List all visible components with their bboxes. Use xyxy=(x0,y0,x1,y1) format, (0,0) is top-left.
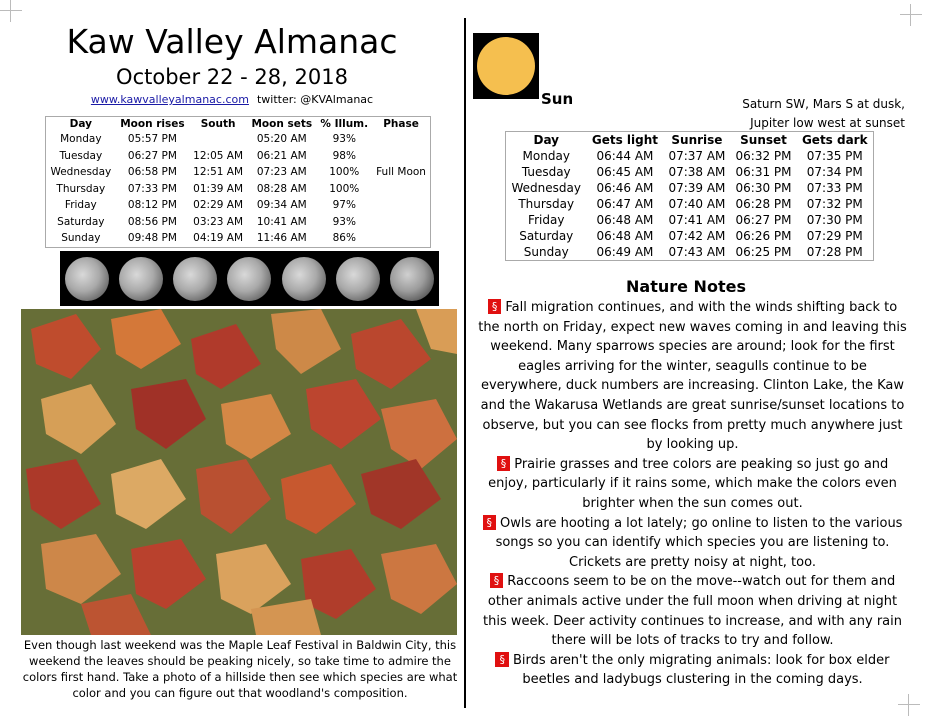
table-cell xyxy=(372,197,430,214)
table-cell: 06:44 AM xyxy=(596,149,654,163)
table-cell: 93% xyxy=(332,215,356,228)
table-row xyxy=(506,148,874,164)
crop-mark-bottom-right xyxy=(898,694,920,716)
table-row xyxy=(46,214,431,231)
moon-col-phase: Phase xyxy=(383,118,419,130)
table-cell: 01:39 AM xyxy=(193,182,244,195)
nature-note xyxy=(477,298,908,455)
nature-note-text: Prairie grasses and tree colors are peaking so just go and enjoy, particularly if it rains some, which make the colors even brighter when the sun comes out. xyxy=(488,456,897,511)
section-bullet-icon: § xyxy=(488,299,502,314)
table-cell: 09:48 PM xyxy=(127,232,177,245)
table-cell: 10:41 AM xyxy=(256,215,307,228)
page-title: Kaw Valley Almanac xyxy=(66,22,398,61)
section-bullet-icon: § xyxy=(483,515,497,530)
table-cell: 08:56 PM xyxy=(127,215,177,228)
table-row xyxy=(506,196,874,212)
sun-col-day: Day xyxy=(533,133,559,147)
table-cell xyxy=(372,148,430,165)
table-cell: Monday xyxy=(522,149,570,163)
sun-col-gets-light: Gets light xyxy=(591,133,658,147)
table-cell: Thursday xyxy=(56,182,106,195)
table-cell: Sunday xyxy=(523,245,569,259)
table-cell: 06:32 PM xyxy=(735,149,792,163)
table-cell: 06:30 PM xyxy=(735,181,792,195)
section-bullet-icon: § xyxy=(497,456,511,471)
table-cell: Friday xyxy=(528,213,565,227)
table-cell: 06:45 AM xyxy=(596,165,654,179)
table-row xyxy=(506,212,874,228)
table-cell: Sunday xyxy=(61,232,101,245)
moon-col-south: South xyxy=(200,118,236,130)
table-cell: 07:40 AM xyxy=(668,197,726,211)
nature-note xyxy=(477,514,908,573)
table-cell: 06:49 AM xyxy=(596,245,654,259)
page-divider xyxy=(464,18,466,708)
table-cell: 03:23 AM xyxy=(193,215,244,228)
date-range: October 22 - 28, 2018 xyxy=(116,65,348,89)
moon-phase-icon xyxy=(119,257,163,301)
table-cell: 98% xyxy=(332,149,356,162)
table-cell: 07:37 AM xyxy=(668,149,726,163)
sun-table xyxy=(505,131,874,261)
table-row xyxy=(506,180,874,196)
table-row xyxy=(506,164,874,180)
table-cell: 07:38 AM xyxy=(668,165,726,179)
table-cell: 04:19 AM xyxy=(193,232,244,245)
table-cell: 07:35 PM xyxy=(806,149,863,163)
table-cell: 06:46 AM xyxy=(596,181,654,195)
table-cell: 07:43 AM xyxy=(668,245,726,259)
nature-note xyxy=(477,572,908,650)
table-cell: 07:33 PM xyxy=(127,182,177,195)
moon-phase-icon xyxy=(65,257,109,301)
table-cell: 08:28 AM xyxy=(256,182,307,195)
moon-phase-strip xyxy=(60,251,439,306)
moon-table xyxy=(45,116,431,248)
table-cell: 93% xyxy=(332,133,356,146)
crop-mark-top-left xyxy=(0,0,22,22)
sun-table-header xyxy=(506,132,874,149)
fall-leaves-photo xyxy=(21,309,457,635)
table-cell: Friday xyxy=(64,199,97,212)
table-cell: 97% xyxy=(332,199,356,212)
moon-phase-icon xyxy=(282,257,326,301)
moon-col-day: Day xyxy=(69,118,92,130)
table-cell: 06:31 PM xyxy=(735,165,792,179)
table-cell: Tuesday xyxy=(521,165,571,179)
planet-line-1: Saturn SW, Mars S at dusk, xyxy=(742,97,905,111)
table-cell: Full Moon xyxy=(376,166,426,179)
moon-phase-icon xyxy=(227,257,271,301)
table-row xyxy=(46,164,431,181)
table-cell: 06:48 AM xyxy=(596,213,654,227)
moon-phase-icon xyxy=(390,257,434,301)
table-cell: 07:34 PM xyxy=(806,165,863,179)
table-cell: 06:21 AM xyxy=(256,149,307,162)
table-cell: 12:51 AM xyxy=(193,166,244,179)
table-cell: 06:28 PM xyxy=(735,197,792,211)
nature-note xyxy=(477,651,908,690)
table-cell: Wednesday xyxy=(50,166,112,179)
table-cell: 11:46 AM xyxy=(256,232,307,245)
table-cell: 07:32 PM xyxy=(806,197,863,211)
table-row xyxy=(46,181,431,198)
table-cell: 100% xyxy=(329,182,360,195)
table-cell: 86% xyxy=(332,232,356,245)
table-cell xyxy=(372,181,430,198)
sun-col-gets-dark: Gets dark xyxy=(801,133,868,147)
table-cell: 100% xyxy=(329,166,360,179)
table-row xyxy=(506,244,874,261)
section-bullet-icon: § xyxy=(495,652,509,667)
nature-note-text: Birds aren't the only migrating animals: look for box elder beetles and ladybugs clustering in the coming days. xyxy=(512,652,890,688)
sun-icon xyxy=(473,33,539,99)
leaves-image-icon xyxy=(21,309,457,635)
planet-visibility xyxy=(700,95,905,133)
table-cell: Tuesday xyxy=(59,149,103,162)
section-bullet-icon: § xyxy=(490,573,504,588)
planet-line-2: Jupiter low west at sunset xyxy=(750,116,905,130)
crop-mark-top-right xyxy=(900,4,922,26)
sun-col-sunset: Sunset xyxy=(740,133,787,147)
table-cell: 07:30 PM xyxy=(806,213,863,227)
table-cell: 07:39 AM xyxy=(668,181,726,195)
moon-col-illum: % Illum. xyxy=(320,118,369,130)
table-cell: Thursday xyxy=(518,197,575,211)
twitter-handle: twitter: @KVAlmanac xyxy=(256,93,374,106)
table-cell: Monday xyxy=(60,133,102,146)
table-row xyxy=(46,230,431,247)
table-cell: 09:34 AM xyxy=(256,199,307,212)
table-cell: 07:33 PM xyxy=(806,181,863,195)
table-cell xyxy=(372,214,430,231)
nature-note xyxy=(477,455,908,514)
table-cell: 06:27 PM xyxy=(127,149,177,162)
table-cell: 05:20 AM xyxy=(256,133,307,146)
moon-table-header xyxy=(46,117,431,132)
moon-phase-icon xyxy=(173,257,217,301)
moon-phase-icon xyxy=(336,257,380,301)
table-cell: 06:26 PM xyxy=(735,229,792,243)
table-cell: 06:27 PM xyxy=(735,213,792,227)
table-cell: 08:12 PM xyxy=(127,199,177,212)
nature-note-text: Owls are hooting a lot lately; go online to listen to the various songs so you can identify which species you are listening to. Crickets are pretty noisy at night, too. xyxy=(495,515,903,570)
photo-caption: Even though last weekend was the Maple Leaf Festival in Baldwin City, this weekend the leaves should be peaking nicely, so take time to admire the colors first hand. Take a photo of a hillside then see which species are what color and you can figure out that woodland's composition. xyxy=(22,638,458,700)
table-cell: 07:41 AM xyxy=(668,213,726,227)
table-row xyxy=(506,228,874,244)
table-cell: 07:28 PM xyxy=(806,245,863,259)
table-row xyxy=(46,131,431,148)
table-cell: 06:47 AM xyxy=(596,197,654,211)
table-cell: Saturday xyxy=(519,229,574,243)
table-cell: 07:42 AM xyxy=(668,229,726,243)
table-cell: 06:25 PM xyxy=(735,245,792,259)
table-cell: 06:48 AM xyxy=(596,229,654,243)
nature-note-text: Fall migration continues, and with the winds shifting back to the north on Friday, expect new waves coming in and leaving this weekend. Many sparrows species are around; look for the first eagles arriving for the winter, seagulls continue to be everywhere, duck numbers are increasing. Clinton Lake, the Kaw and the Wakarusa Wetlands are great sunrise/sunset locations to observe, but you can see flocks from pretty much anywhere just by looking up. xyxy=(478,300,907,453)
table-cell: 02:29 AM xyxy=(193,199,244,212)
table-cell xyxy=(372,230,430,247)
moon-col-rises: Moon rises xyxy=(120,118,185,130)
nature-notes-list xyxy=(477,298,908,690)
sun-label: Sun xyxy=(541,90,574,108)
table-row xyxy=(46,197,431,214)
table-cell: 07:29 PM xyxy=(806,229,863,243)
table-row xyxy=(46,148,431,165)
nature-notes-heading: Nature Notes xyxy=(626,277,746,296)
moon-col-sets: Moon sets xyxy=(251,118,313,130)
table-cell xyxy=(372,131,430,148)
table-cell: Saturday xyxy=(57,215,105,228)
sun-col-sunrise: Sunrise xyxy=(671,133,723,147)
table-cell: 06:58 PM xyxy=(127,166,177,179)
table-cell: 12:05 AM xyxy=(193,149,244,162)
links-line xyxy=(0,93,464,106)
table-cell xyxy=(189,131,247,148)
nature-note-text: Raccoons seem to be on the move--watch out for them and other animals active under the full moon when driving at night this week. Deer activity continues to increase, and with any rain there will be lots of tracks to try and follow. xyxy=(483,574,902,649)
website-link[interactable]: www.kawvalleyalmanac.com xyxy=(90,93,249,106)
table-cell: 07:23 AM xyxy=(256,166,307,179)
table-cell: 05:57 PM xyxy=(127,133,177,146)
table-cell: Wednesday xyxy=(511,181,581,195)
